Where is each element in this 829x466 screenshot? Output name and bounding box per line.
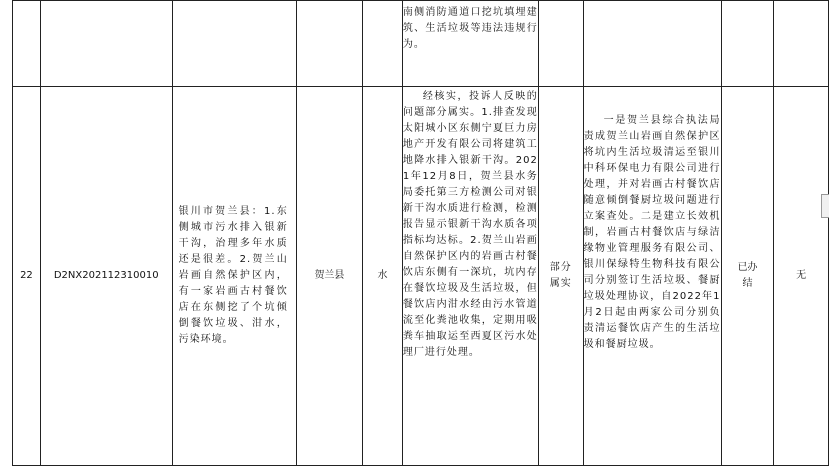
cell-county — [296, 87, 362, 466]
cell-handling — [583, 87, 721, 466]
scroll-handle[interactable] — [821, 194, 829, 218]
cell-complaint — [172, 87, 296, 466]
cell-accountability — [774, 87, 829, 466]
cell-category-cont — [363, 1, 403, 87]
cell-finding-cont — [538, 1, 583, 87]
cell-county-cont — [296, 1, 362, 87]
table-row — [13, 87, 829, 466]
cell-status-cont — [721, 1, 774, 87]
cell-case-no-cont — [40, 1, 172, 87]
cell-finding — [538, 87, 583, 466]
finding-text: 部分属实 — [549, 262, 572, 289]
table-row-continued — [13, 1, 829, 87]
county-text: 贺兰县 — [314, 270, 345, 281]
cell-case-no — [40, 87, 172, 466]
complaint-table — [12, 0, 829, 466]
accountability-text: 无 — [796, 270, 807, 281]
row-index: 22 — [20, 270, 33, 281]
case-number: D2NX202112310010 — [53, 270, 159, 281]
cell-accountability-cont — [774, 1, 829, 87]
status-text: 已办结 — [737, 262, 758, 289]
cell-verification-cont — [402, 1, 538, 87]
cell-category — [363, 87, 403, 466]
cell-index — [13, 87, 41, 466]
category-text: 水 — [377, 270, 388, 281]
cell-verification — [402, 87, 538, 466]
verification-text: 经核实，投诉人反映的问题部分属实。1.排查发现太阳城小区东侧宁夏巨力房地产开发有限公司将建筑工地降水排入银新干沟。2021年12月8日，贺兰县水务局委托第三方检测公司对银新干沟水质进行检测，检测报告显示银新干沟水质各项指标均达标。2.贺兰山岩画自然保护区内的岩画古村餐饮店东侧有一深坑，坑内存在餐饮垃圾及生活垃圾，但餐饮店内泔水经由污水管道流至化粪池收集，定期用吸粪车抽取运至西夏区污水处理厂进行处理。 — [402, 91, 538, 358]
cell-complaint-cont — [172, 1, 296, 87]
cell-handling-cont — [583, 1, 721, 87]
cell-status — [721, 87, 774, 466]
verification-tail-text: 南侧消防通道口挖坑填埋建筑、生活垃圾等违法违规行为。 — [402, 7, 538, 50]
cell-index-cont — [13, 1, 41, 87]
handling-text: 一是贺兰县综合执法局责成贺兰山岩画自然保护区将坑内生活垃圾清运至银川中科环保电力有限公司进行处理，并对岩画古村餐饮店随意倾倒餐厨垃圾问题进行立案查处。二是建立长效机制，岩画古村餐饮店与绿洁缘物业管理服务有限公司、银川保绿特生物科技有限公司分别签订生活垃圾、餐厨垃圾处理协议，自2022年1月2日起由两家公司分别负责清运餐饮店产生的生活垃圾和餐厨垃圾。 — [583, 115, 721, 350]
complaint-text: 银川市贺兰县：1.东侧城市污水排入银新干沟，治理多年水质还是很差。2.贺兰山岩画自然保护区内，有一家岩画古村餐饮店在东侧挖了个坑倾倒餐饮垃圾、泔水，污染环境。 — [178, 206, 288, 345]
